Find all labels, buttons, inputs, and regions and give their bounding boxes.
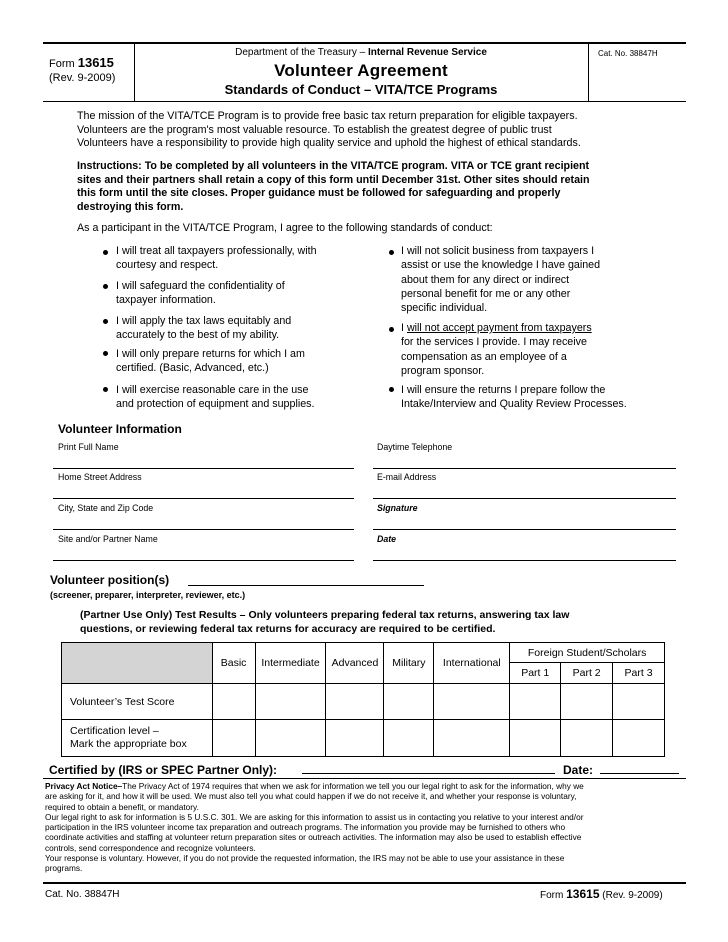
footer-cat-no: Cat. No. 38847H xyxy=(45,889,120,900)
form-number: 13615 xyxy=(77,55,114,70)
standard-line: accurately to the best of my ability. xyxy=(116,329,280,342)
col-foreign-student: Foreign Student/Scholars xyxy=(510,643,665,663)
col-part-2: Part 2 xyxy=(561,663,613,684)
standard-line: I will exercise reasonable care in the use xyxy=(116,384,309,396)
col-intermediate: Intermediate xyxy=(255,643,326,684)
privacy-line: coordinate activities and staffing at volunteer return preparation sites or outreach activities. The information may also be used to establish effective xyxy=(45,832,582,843)
privacy-line: required to obtain a benefit, or mandatory. xyxy=(45,801,199,812)
table-row xyxy=(62,720,665,757)
col-advanced: Advanced xyxy=(326,643,384,684)
col-part-3: Part 3 xyxy=(613,663,665,684)
agree-intro: As a participant in the VITA/TCE Program, I agree to the following standards of conduct: xyxy=(77,222,493,234)
header-cat-no: Cat. No. 38847H xyxy=(598,49,658,58)
standard-left-1 xyxy=(116,244,317,273)
score-cell-part-2[interactable] xyxy=(561,684,613,720)
table-row xyxy=(62,684,665,720)
instructions-line: destroying this form. xyxy=(77,200,184,213)
bullet-icon xyxy=(103,284,108,289)
page-subtitle: Standards of Conduct – VITA/TCE Programs xyxy=(224,82,498,97)
volunteer-info-heading: Volunteer Information xyxy=(58,422,182,436)
standard-line: personal benefit for me or any other xyxy=(401,287,571,300)
print-full-name-label: Print Full Name xyxy=(58,442,119,452)
row-cert-level-label xyxy=(62,720,213,757)
form-prefix: Form xyxy=(49,58,75,70)
standard-line: program sponsor. xyxy=(401,364,485,377)
daytime-telephone-label: Daytime Telephone xyxy=(377,442,453,452)
certified-by-label: Certified by (IRS or SPEC Partner Only): xyxy=(49,763,278,777)
footer-form-label xyxy=(540,887,663,901)
col-international: International xyxy=(434,643,510,684)
bullet-icon xyxy=(103,387,108,392)
footer-form-number: 13615 xyxy=(566,887,600,901)
signature-label: Signature xyxy=(377,503,418,513)
volunteer-position-field[interactable] xyxy=(188,585,424,586)
form-revision: (Rev. 9-2009) xyxy=(49,72,116,84)
standard-line: compensation as an employee of a xyxy=(401,350,567,363)
cert-cell-basic[interactable] xyxy=(212,720,255,757)
standard-right-1 xyxy=(401,244,600,315)
standard-line: I will only prepare returns for which I am xyxy=(116,348,305,360)
partner-use-line: questions, or reviewing federal tax returns for accuracy are required to be certified. xyxy=(80,623,496,635)
city-state-zip-field[interactable] xyxy=(53,529,354,530)
bullet-icon xyxy=(103,319,108,324)
email-address-label: E-mail Address xyxy=(377,472,437,482)
cert-cell-advanced[interactable] xyxy=(326,720,384,757)
score-cell-military[interactable] xyxy=(384,684,434,720)
privacy-line: controls, send correspondence and recognize volunteers. xyxy=(45,842,256,853)
home-street-address-label: Home Street Address xyxy=(58,472,142,482)
instructions-line: this form until the site closes. Proper guidance must be followed for safeguarding and properly xyxy=(77,187,561,200)
footer-form-prefix: Form xyxy=(540,890,564,901)
bullet-icon xyxy=(389,250,394,255)
cert-cell-part-3[interactable] xyxy=(613,720,665,757)
volunteer-position-hint: (screener, preparer, interpreter, reviewer, etc.) xyxy=(50,590,246,600)
cert-cell-international[interactable] xyxy=(434,720,510,757)
form-number-label xyxy=(49,55,114,70)
email-address-field[interactable] xyxy=(373,498,676,499)
bullet-icon xyxy=(103,351,108,356)
privacy-line: are asking for it, and how it will be used. We must also tell you what could happen if we do not receive it, and whether your response is voluntary, xyxy=(45,791,577,802)
cert-level-line: Certification level – xyxy=(70,725,159,737)
privacy-line: Your response is voluntary. However, if you do not provide the requested information, the IRS may not be able to use your assistance in these xyxy=(45,853,565,864)
certified-by-field[interactable] xyxy=(302,773,555,774)
bullet-icon xyxy=(389,327,394,332)
header-bottom-rule xyxy=(43,101,686,102)
score-cell-intermediate[interactable] xyxy=(255,684,326,720)
cert-cell-part-2[interactable] xyxy=(561,720,613,757)
standard-line: I will treat all taxpayers professionally, with xyxy=(116,245,317,257)
home-street-address-field[interactable] xyxy=(53,498,354,499)
standard-line: I will apply the tax laws equitably and xyxy=(116,315,292,327)
certified-date-label: Date: xyxy=(563,763,594,777)
footer-top-rule xyxy=(43,882,686,884)
privacy-line: participation in the IRS volunteer income tax preparation and outreach programs. The information you provide may be furnished to others who xyxy=(45,822,566,833)
score-cell-part-1[interactable] xyxy=(510,684,561,720)
standard-line: for the services I provide. I may receive xyxy=(401,336,587,349)
instructions-line: sites and their partners shall retain a copy of this form until December 31st. Other sites should retain xyxy=(77,173,590,186)
standard-line: certified. (Basic, Advanced, etc.) xyxy=(116,362,269,375)
bullet-icon xyxy=(389,387,394,392)
date-label: Date xyxy=(377,534,397,544)
privacy-line: Our legal right to ask for information is 5 U.S.C. 301. We are asking for this information to assist us in contacting you relative to your interest and/or xyxy=(45,811,584,822)
instructions-line: Instructions: To be completed by all volunteers in the VITA/TCE program. VITA or TCE grant recipient xyxy=(77,160,590,172)
standard-prefix: I xyxy=(401,322,407,334)
cert-cell-part-1[interactable] xyxy=(510,720,561,757)
site-partner-name-label: Site and/or Partner Name xyxy=(58,534,158,544)
mission-line: Volunteers are the program's most valuable resource. To establish the greatest degree of public trust xyxy=(77,123,552,136)
header-top-rule xyxy=(43,42,686,44)
table-corner-shaded xyxy=(62,643,213,684)
standard-line: taxpayer information. xyxy=(116,294,216,307)
mission-line: The mission of the VITA/TCE Program is to provide free basic tax return preparation for eligible taxpayers. xyxy=(77,110,578,122)
standard-line: courtesy and respect. xyxy=(116,259,219,272)
standard-line: I will safeguard the confidentiality of xyxy=(116,280,285,292)
department-line xyxy=(134,47,588,58)
test-results-table xyxy=(61,642,665,757)
daytime-telephone-field[interactable] xyxy=(373,468,676,469)
table-header-row xyxy=(62,643,665,663)
cert-level-line: Mark the appropriate box xyxy=(70,738,187,750)
standard-line: Intake/Interview and Quality Review Processes. xyxy=(401,398,627,411)
volunteer-position-label: Volunteer position(s) xyxy=(50,573,170,587)
standard-left-3 xyxy=(116,314,291,343)
signature-field[interactable] xyxy=(373,529,676,530)
score-cell-basic[interactable] xyxy=(212,684,255,720)
certified-date-field[interactable] xyxy=(600,773,679,774)
partner-use-line: (Partner Use Only) Test Results – Only volunteers preparing federal tax returns, answering tax law xyxy=(80,609,570,621)
header-divider-right xyxy=(588,44,589,101)
page-title: Volunteer Agreement xyxy=(274,61,448,80)
standard-line: about them for any direct or indirect xyxy=(401,273,570,286)
standard-right-2 xyxy=(401,321,592,378)
partner-use-text xyxy=(80,608,569,636)
standard-line: specific individual. xyxy=(401,302,488,315)
department-prefix: Department of the Treasury – xyxy=(235,47,366,58)
footer-revision: (Rev. 9-2009) xyxy=(602,890,663,901)
col-military: Military xyxy=(384,643,434,684)
score-cell-international[interactable] xyxy=(434,684,510,720)
standard-right-3 xyxy=(401,383,627,412)
standard-line xyxy=(401,321,592,335)
instructions-text xyxy=(77,160,590,214)
standard-line: assist or use the knowledge I have gained xyxy=(401,259,601,272)
print-full-name-field[interactable] xyxy=(53,468,354,469)
standard-left-2 xyxy=(116,279,285,308)
cert-cell-intermediate[interactable] xyxy=(255,720,326,757)
standard-left-5 xyxy=(116,383,314,412)
standard-underlined: will not accept payment from taxpayers xyxy=(406,322,592,334)
privacy-top-rule xyxy=(43,778,686,779)
score-cell-part-3[interactable] xyxy=(613,684,665,720)
standard-line: I will ensure the returns I prepare follow the xyxy=(401,384,606,396)
privacy-line: programs. xyxy=(45,863,83,874)
standard-line: and protection of equipment and supplies. xyxy=(116,398,315,411)
mission-text xyxy=(77,110,581,151)
privacy-line xyxy=(45,781,686,791)
standard-line: I will not solicit business from taxpayers I xyxy=(401,245,595,257)
privacy-heading: Privacy Act Notice– xyxy=(45,781,123,791)
mission-line: Volunteers have a responsibility to provide high quality service and uphold the highest of ethical standards. xyxy=(77,137,581,150)
bullet-icon xyxy=(103,250,108,255)
standard-left-4 xyxy=(116,347,305,376)
department-agency: Internal Revenue Service xyxy=(367,47,487,58)
col-basic: Basic xyxy=(212,643,255,684)
col-part-1: Part 1 xyxy=(510,663,561,684)
privacy-notice xyxy=(45,781,686,874)
date-field[interactable] xyxy=(373,560,676,561)
site-partner-name-field[interactable] xyxy=(53,560,354,561)
privacy-text: The Privacy Act of 1974 requires that when we ask for information we tell you our legal right to ask for the information, why we xyxy=(122,781,584,791)
row-test-score-label: Volunteer’s Test Score xyxy=(62,684,213,720)
cert-cell-military[interactable] xyxy=(384,720,434,757)
score-cell-advanced[interactable] xyxy=(326,684,384,720)
city-state-zip-label: City, State and Zip Code xyxy=(58,503,154,513)
